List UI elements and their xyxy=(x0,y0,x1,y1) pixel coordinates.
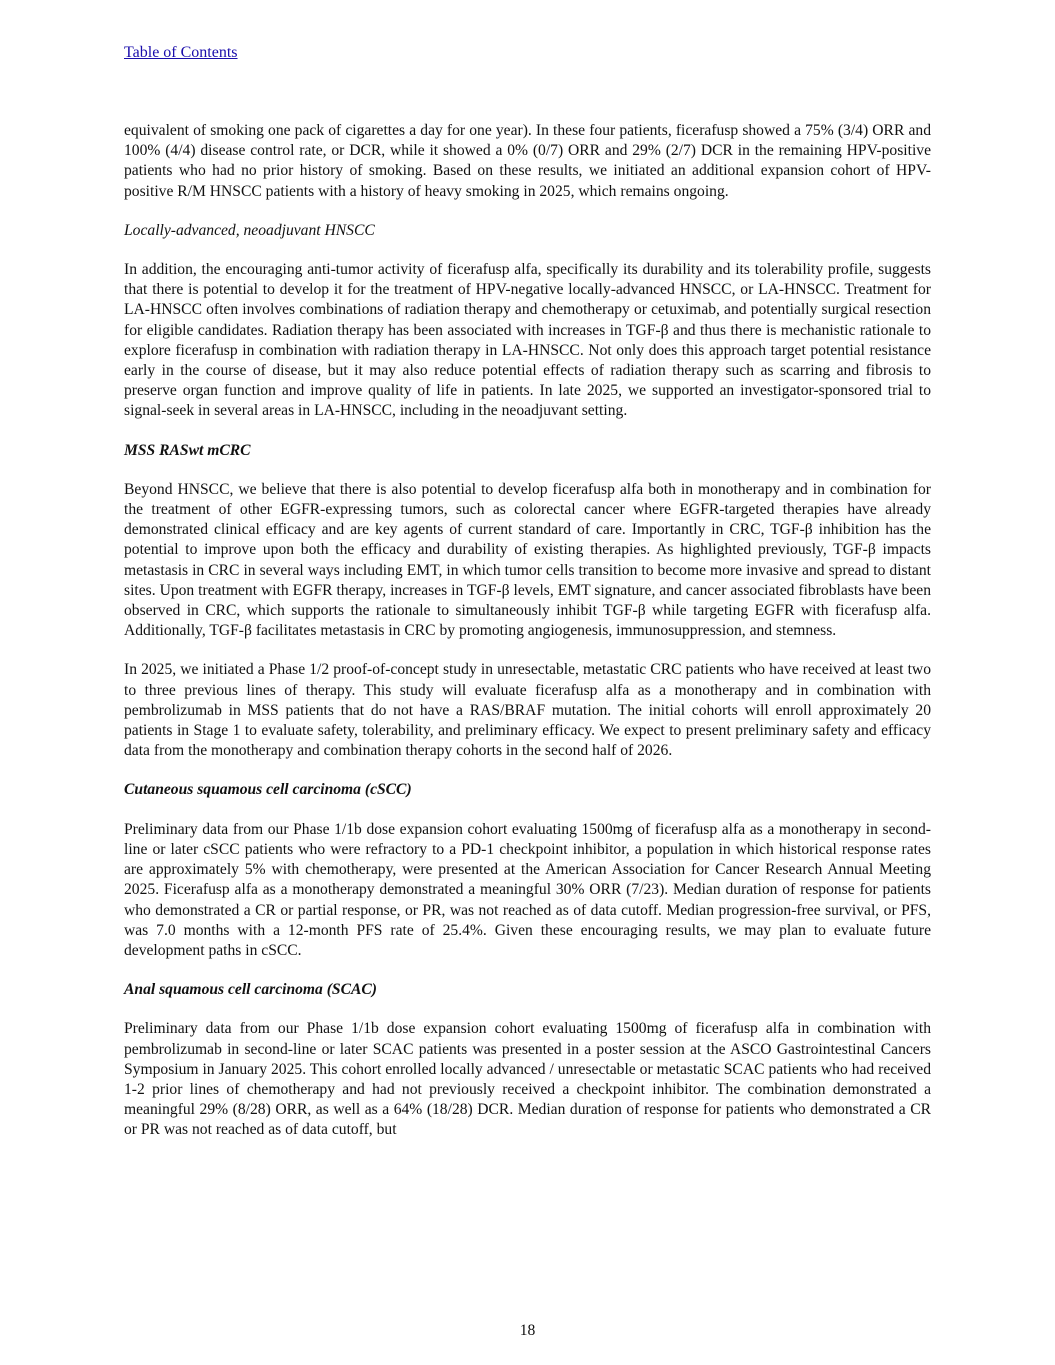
heading-cscc: Cutaneous squamous cell carcinoma (cSCC) xyxy=(124,781,412,799)
heading-scac: Anal squamous cell carcinoma (SCAC) xyxy=(124,981,378,999)
table-of-contents-link[interactable]: Table of Contents xyxy=(124,44,238,61)
page-number: 18 xyxy=(519,1322,536,1339)
paragraph-scac: Preliminary data from our Phase 1/1b dose expansion cohort evaluating 1500mg of ficerafusp alfa in combination with pembrolizumab in second-line or later SCAC patients was presented in a poster session at the ASCO Gastrointestinal Cancers Symposium in January 2025. This cohort enrolled locally advanced / unresectable or metastatic SCAC patients who had received 1-2 prior lines of chemotherapy and had not previously received a checkpoint inhibitor. The combination demonstrated a meaningful 29% (8/28) ORR, as well as a 64% (18/28) DCR. Median duration of response for patients who demonstrated a CR or PR was not reached as of data cutoff, but xyxy=(124,1020,931,1139)
paragraph-hpv-smoking: equivalent of smoking one pack of cigarettes a day for one year). In these four patients, ficerafusp showed a 75% (3/4) ORR and 100% (4/4) disease control rate, or DCR, while it showed a 0% (0/7) ORR and 29% (2/7) DCR in the remaining HPV-positive patients who had no prior history of smoking. Based on these results, we initiated an additional expansion cohort of HPV-positive R/M HNSCC patients with a history of heavy smoking in 2025, which remains ongoing. xyxy=(124,122,931,200)
heading-la-hnscc: Locally-advanced, neoadjuvant HNSCC xyxy=(124,221,375,239)
heading-mss-raswt-mcrc: MSS RASwt mCRC xyxy=(124,441,251,459)
paragraph-cscc: Preliminary data from our Phase 1/1b dose expansion cohort evaluating 1500mg of ficerafusp alfa as a monotherapy in second-line or later cSCC patients who were refractory to a PD-1 checkpoint inhibitor, a population in which historical response rates are approximately 5% with chemotherapy, were presented at the American Association for Cancer Research Annual Meeting 2025. Ficerafusp alfa as a monotherapy demonstrated a meaningful 30% ORR (7/23). Median duration of response for patients who demonstrated a CR or partial response, or PR, was not reached as of data cutoff. Median progression-free survival, or PFS, was 7.0 months with a 12-month PFS rate of 25.4%. Given these encouraging results, we may plan to evaluate future development paths in cSCC. xyxy=(124,820,931,959)
document-body xyxy=(124,121,931,1160)
paragraph-crc-study: In 2025, we initiated a Phase 1/2 proof-of-concept study in unresectable, metastatic CRC patients who have received at least two to three previous lines of therapy. This study will evaluate ficerafusp alfa as a monotherapy and in combination with pembrolizumab in MSS patients that do not have a RAS/BRAF mutation. The initial cohorts will enroll approximately 20 patients in Stage 1 to evaluate safety, tolerability, and preliminary efficacy. We expect to present preliminary safety and efficacy data from the monotherapy and combination therapy cohorts in the second half of 2026. xyxy=(124,661,931,760)
paragraph-la-hnscc: In addition, the encouraging anti-tumor activity of ficerafusp alfa, specifically its durability and its tolerability profile, suggests that there is potential to develop it for the treatment of HPV-negative locally-advanced HNSCC, or LA-HNSCC. Treatment for LA-HNSCC often involves combinations of radiation therapy and chemotherapy or cetuximab, and potentially surgical resection for eligible candidates. Radiation therapy has been associated with increases in TGF-β and thus there is mechanistic rationale to explore ficerafusp in combination with radiation therapy in LA-HNSCC. Not only does this approach target potential resistance early in the course of disease, but it may also reduce potential effects of radiation therapy such as scarring and fibrosis to preserve organ function and improve quality of life in patients. In late 2025, we supported an investigator-sponsored trial to signal-seek in several areas in LA-HNSCC, including in the neoadjuvant setting. xyxy=(124,261,931,420)
paragraph-crc-rationale: Beyond HNSCC, we believe that there is also potential to develop ficerafusp alfa both in monotherapy and in combination for the treatment of other EGFR-expressing tumors, such as colorectal cancer where EGFR-targeted therapies have already demonstrated clinical efficacy and are key agents of current standard of care. Importantly in CRC, TGF-β inhibition has the potential to improve upon both the efficacy and durability of existing therapies. As highlighted previously, TGF-β impacts metastasis in CRC in several ways including EMT, in which tumor cells transition to become more invasive and spread to distant sites. Upon treatment with EGFR therapy, increases in TGF-β levels, EMT signature, and cancer associated fibroblasts have been observed in CRC, which supports the rationale to simultaneously inhibit TGF-β while targeting EGFR with ficerafusp alfa. Additionally, TGF-β facilitates metastasis in CRC by promoting angiogenesis, immunosuppression, and stemness. xyxy=(124,480,931,640)
